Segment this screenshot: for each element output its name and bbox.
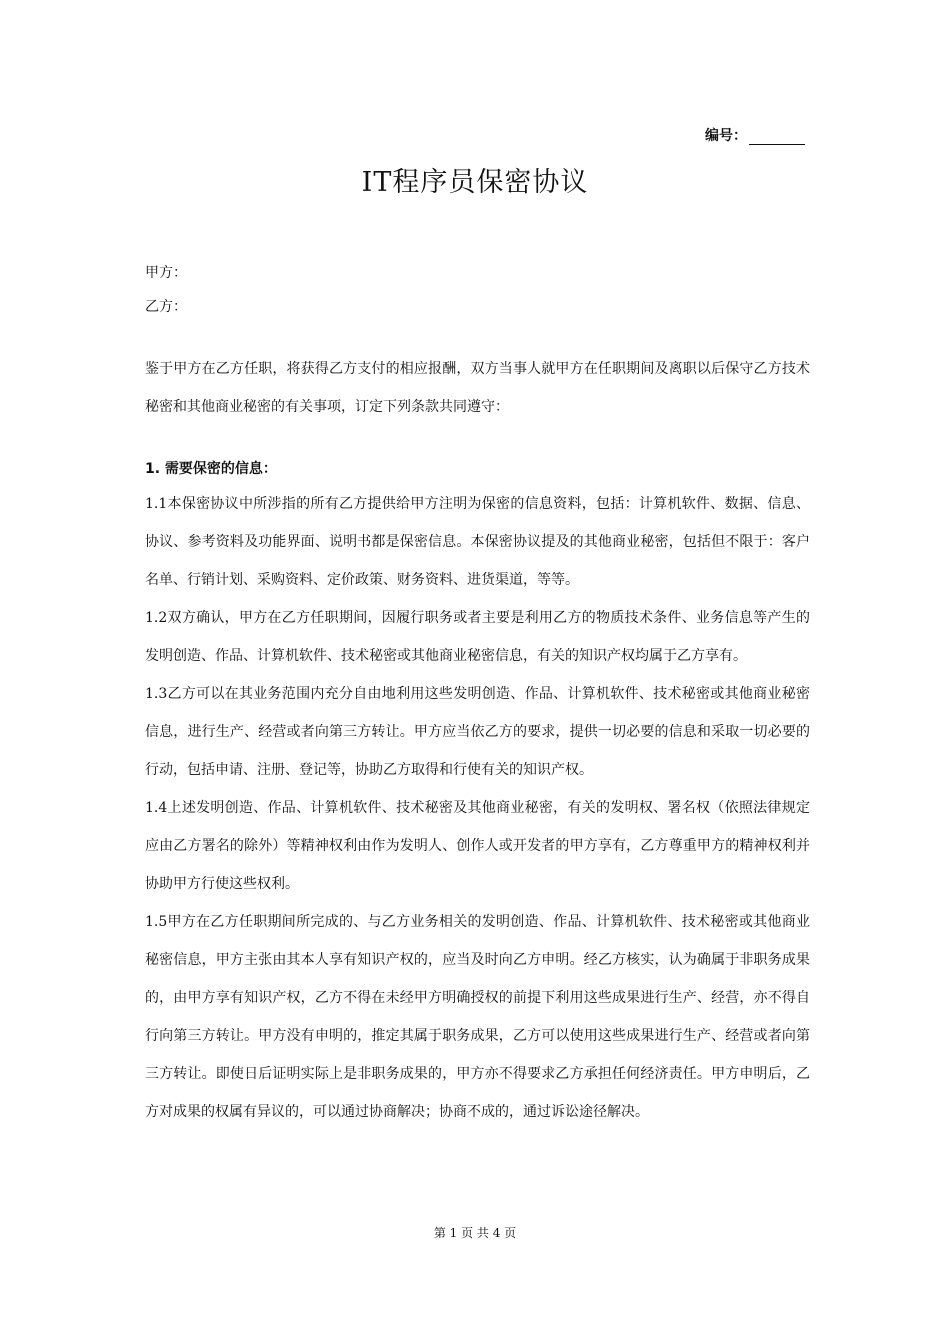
clause-1-3: 1.3乙方可以在其业务范围内充分自由地利用这些发明创造、作品、计算机软件、技术秘密或其他商业秘密信息，进行生产、经营或者向第三方转让。甲方应当依乙方的要求，提供一切必要的信息和采取一切必要的行动，包括申请、注册、登记等，协助乙方取得和行使有关的知识产权。 — [145, 686, 810, 778]
clause-1-1: 1.1本保密协议中所涉指的所有乙方提供给甲方注明为保密的信息资料，包括：计算机软件、数据、信息、协议、参考资料及功能界面、说明书都是保密信息。本保密协议提及的其他商业秘密，包括但不限于：客户名单、行销计划、采购资料、定价政策、财务资料、进货渠道，等等。 — [145, 496, 810, 588]
clause-1-5: 1.5甲方在乙方任职期间所完成的、与乙方业务相关的发明创造、作品、计算机软件、技术秘密或其他商业秘密信息，甲方主张由其本人享有知识产权的，应当及时向乙方申明。经乙方核实，认为确属于非职务成果的，由甲方享有知识产权，乙方不得在未经甲方明确授权的前提下利用这些成果进行生产、经营，亦不得自行向第三方转让。甲方没有申明的，推定其属于职务成果，乙方可以使用这些成果进行生产、经营或者向第三方转让。即使日后证明实际上是非职务成果的，甲方亦不得要求乙方承担任何经济责任。甲方申明后，乙方对成果的权属有异议的，可以通过协商解决；协商不成的，通过诉讼途径解决。 — [145, 914, 810, 1120]
preamble-text: 鉴于甲方在乙方任职，将获得乙方支付的相应报酬，双方当事人就甲方在任职期间及离职以后保守乙方技术秘密和其他商业秘密的有关事项，订定下列条款共同遵守： — [145, 361, 810, 415]
section-1-clauses — [145, 485, 810, 1131]
document-number-label: 编号： — [705, 128, 747, 144]
preamble-paragraph — [145, 350, 810, 426]
page-footer: 第 1 页 共 4 页 — [433, 1226, 517, 1240]
section-1-heading: 1. 需要保密的信息： — [145, 461, 277, 477]
document-number — [705, 125, 805, 145]
clause-1-4: 1.4上述发明创造、作品、计算机软件、技术秘密及其他商业秘密，有关的发明权、署名权（依照法律规定应由乙方署名的除外）等精神权利由作为发明人、创作人或开发者的甲方享有，乙方尊重甲方的精神权利并协助甲方行使这些权利。 — [145, 800, 810, 892]
document-title: IT程序员保密协议 — [361, 167, 589, 198]
document-number-blank — [749, 130, 805, 145]
party-a-label: 甲方： — [145, 265, 187, 281]
party-b-label: 乙方： — [145, 299, 187, 315]
clause-1-2: 1.2双方确认，甲方在乙方任职期间，因履行职务或者主要是利用乙方的物质技术条件、业务信息等产生的发明创造、作品、计算机软件、技术秘密或其他商业秘密信息，有关的知识产权均属于乙方享有。 — [145, 610, 810, 664]
